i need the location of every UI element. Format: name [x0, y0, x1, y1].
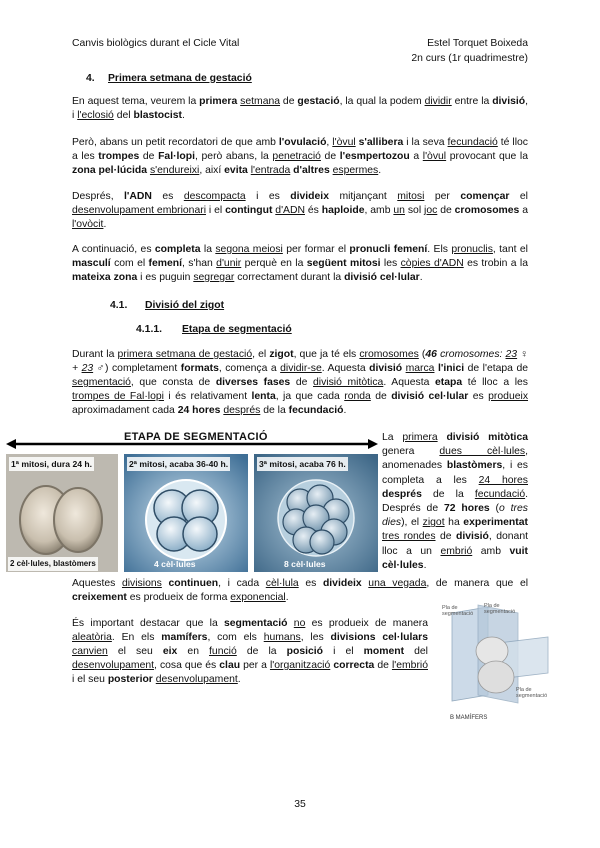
panel-8-cells [254, 454, 378, 572]
paragraph-segmentacio: Durant la primera setmana de gestació, el zigot, que ja té els cromosomes (46 cromosomes: 23 ♀ + 23 ♂) completament formats, comença a dividir-se. Aquesta divisió marca l'inici de l'etapa de segmentació, que consta de diverses fases de divisió mitòtica. Aquesta etapa té lloc a les trompes de Fal·lopi i és relativament lenta, ja que cada ronda de divisió cel·lular es produeix aproximadament cada 24 hores després de la fecundació. [72, 349, 529, 416]
section-title: Primera setmana de gestació [108, 73, 252, 84]
panel-3-bottom-label: 8 cèl·lules [284, 559, 326, 569]
paragraph-creixement: Aquestes divisions continuen, i cada cèl·lula es divideix una vegada, de manera que el creixement es produeix de forma exponencial. [72, 578, 529, 603]
paragraph-pronucli: A continuació, es completa la segona meiosi per formar el pronucli femení. Els pronuclis, tant el masculí com el femení, s'han d'unir perquè en la següent mitosi les còpies d'ADN es trobin a la mateixa zona i es puguin segregar correctament durant la divisió cel·lular. [72, 244, 529, 283]
paragraph-mamifers: És important destacar que la segmentació no es produeix de manera aleatòria. En els mamífers, com els humans, les divisions cel·lulars canvien el seu eix en funció de la posició i el moment del desenvolupament, cosa que és clau per a l'organització correcta de l'embrió i el seu posterior desenvolupament. [72, 618, 429, 685]
paragraph-intro: En aquest tema, veurem la primera setmana de gestació, la qual la podem dividir entre la divisió, i l'eclosió del blastocist. [72, 96, 528, 121]
panel-1-top-label: 1ª mitosi, dura 24 h. [11, 459, 93, 469]
header-right-course: 2n curs (1r quadrimestre) [411, 53, 528, 64]
segmentation-figure [6, 428, 378, 578]
panel-3-top-label: 3ª mitosi, acaba 76 h. [259, 459, 346, 469]
figure-title: ETAPA DE SEGMENTACIÓ [124, 431, 268, 443]
paragraph-recordatori: Però, abans un petit recordatori de que amb l'ovulació, l'òvul s'allibera i la seva fecundació té lloc a les trompes de Fal·lopi, però abans, la penetració de l'esmpertozou a l'òvul provocant que la zona pel·lúcida s'endureixi, així evita l'entrada d'altres espermes. [72, 137, 529, 176]
panel-2-top-label: 2ª mitosi, acaba 36-40 h. [129, 459, 229, 469]
plane-label-3: Pla de segmentació [516, 687, 548, 699]
paragraph-adn: Després, l'ADN es descompacta i es divideix mitjançant mitosi per començar el desenvolupament embrionari i el contingut d'ADN és haploide, amb un sol joc de cromosomes a l'ovòcit. [72, 191, 529, 230]
panel-2-bottom-label: 4 cèl·lules [154, 559, 196, 569]
subsection-number: 4.1. [110, 300, 128, 311]
figure2-caption: B MAMÍFERS [450, 715, 488, 721]
section-number: 4. [86, 73, 95, 84]
subsubsection-title: Etapa de segmentació [182, 324, 292, 335]
header-right-author: Estel Torquet Boixeda [427, 38, 528, 49]
plane-label-1: Pla de segmentació [442, 605, 474, 617]
cleavage-planes-figure [438, 603, 550, 721]
panel-4-cells [124, 454, 248, 572]
header-left: Canvis biològics durant el Cicle Vital [72, 38, 240, 49]
subsection-title: Divisió del zigot [145, 300, 225, 311]
paragraph-divisio-mitotica: La primera divisió mitòtica genera dues cèl·lules, anomenades blastòmers, i es completa a les 24 hores després de la fecundació. Després de 72 hores (o tres dies), el zigot ha experimentat tres rondes de divisió, donant lloc a un embrió amb vuit cèl·lules. [382, 432, 529, 571]
subsubsection-number: 4.1.1. [136, 324, 162, 335]
plane-label-2: Pla de segmentació [484, 603, 516, 615]
page-number: 35 [294, 799, 306, 810]
panel-2-cells [6, 454, 118, 572]
panel-1-bottom-label: 2 cèl·lules, blastòmers [8, 557, 98, 571]
